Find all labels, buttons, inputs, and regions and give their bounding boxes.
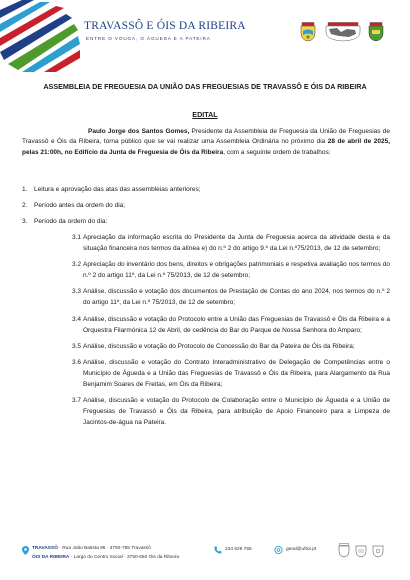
edital-heading: EDITAL <box>192 110 218 119</box>
intro-paragraph: Paulo Jorge dos Santos Gomes, Presidente da Assembleia de Freguesia da União de Freguesias de Travassô e Óis da Ribeira, torna público que se vai realizar uma Assembleia Ordinária no próximo dia 28 de abril de 2025, pelas 21:00h, no Edifício da Junta de Freguesia de Óis da Ribeira, com a seguinte ordem de trabalhos: <box>22 128 390 156</box>
parish-crest-icon <box>368 22 384 42</box>
parish-crest-icon <box>338 543 350 558</box>
email-icon <box>274 546 283 554</box>
agenda-item: 3. Período da ordem do dia: <box>22 217 108 225</box>
phone-icon <box>214 546 222 554</box>
location-pin-icon <box>22 546 29 555</box>
parish-crest-icon <box>372 543 384 558</box>
agenda-item: 2. Período antes da ordem do dia; <box>22 201 126 209</box>
parish-crest-icon <box>355 543 367 558</box>
footer-phone: 234 629 755 <box>225 547 252 552</box>
agenda-subitem: 3.5 Análise, discussão e votação do Protocolo de Concessão do Bar da Pateira de Óis da Ribeira; <box>72 342 355 350</box>
agenda-subitem: 3.6 Análise, discussão e votação do Contrato Interadministrativo de Delegação de Competências entre o Município de Águeda e a União das Freguesias de Travassô e Óis da Ribeira, para Alargamento da Rua Benjamim Soares de Freitas, em Óis da Ribeira; <box>72 358 390 388</box>
agenda-subitem: 3.3 Análise, discussão e votação dos documentos de Prestação de Contas do ano 2024, nos termos do n.º 2 do artigo 11º, da Lei n.º 75/2013, de 12 de setembro; <box>72 288 390 307</box>
agenda-subitem: 3.2 Apreciação do inventário dos bens, direitos e obrigações patrimoniais e respetiva avaliação nos termos do n.º 2 do artigo 11º, da Lei n.º 75/2013, de 12 de setembro; <box>72 261 390 280</box>
footer-address-ois: ÓIS DA RIBEIRA · Largo do Centro Social · 3750-650 Óis da Ribeira <box>32 555 179 560</box>
brand-tagline: ENTRE O VOUGA, O ÁGUEDA E A PATEIRA <box>86 36 211 41</box>
parish-logo-mark <box>0 0 82 72</box>
agenda-subitems <box>72 232 390 433</box>
parish-crest-icon <box>300 22 316 42</box>
page-footer <box>0 540 410 580</box>
footer-email[interactable]: geral@uftor.pt <box>286 547 317 552</box>
footer-address-travasso: TRAVASSÔ · Rua João Batista 95 · 3750-755 Travassô <box>32 546 151 551</box>
document-title: ASSEMBLEIA DE FREGUESIA DA UNIÃO DAS FREGUESIAS DE TRAVASSÔ E ÓIS DA RIBEIRA <box>43 82 367 91</box>
agenda-subitem: 3.1 Apreciação da informação escrita do Presidente da Junta de Freguesia acerca da atividade desta e da situação financeira nos termos da alínea e) do n.º 2 do artigo 9.º da Lei n.º75/2013, de 12 de setembro; <box>72 234 390 252</box>
brand-name: TRAVASSÔ E ÓIS DA RIBEIRA <box>84 20 246 32</box>
meeting-datetime: 28 de abril de 2025, pelas 21:00h, no Edifício da Junta de Freguesia de Óis da Ribeira <box>22 138 390 156</box>
agenda-subitem: 3.4 Análise, discussão e votação do Protocolo entre a União das Freguesias de Travassô e Óis da Ribeira e a Orquestra Filarmónica 12 de Abril, de cedência do Bar do Parque de Nossa Senhora do Amparo; <box>72 315 390 334</box>
agenda-subitem: 3.7 Análise, discussão e votação do Protocolo de Colaboração entre o Município de Águeda e a União de Freguesias de Travassô e Óis da Ribeira, para atribuição de Apoio Financeiro para a Limpeza de Jacintos-de-água na Pateira. <box>72 397 390 427</box>
president-name: Paulo Jorge dos Santos Gomes, <box>88 128 190 135</box>
agenda-item: 1. Leitura e aprovação das atas das assembleias anteriores; <box>22 186 201 193</box>
agenda-list <box>22 185 390 232</box>
parish-crest-icon <box>325 22 361 42</box>
page-header <box>0 0 410 72</box>
